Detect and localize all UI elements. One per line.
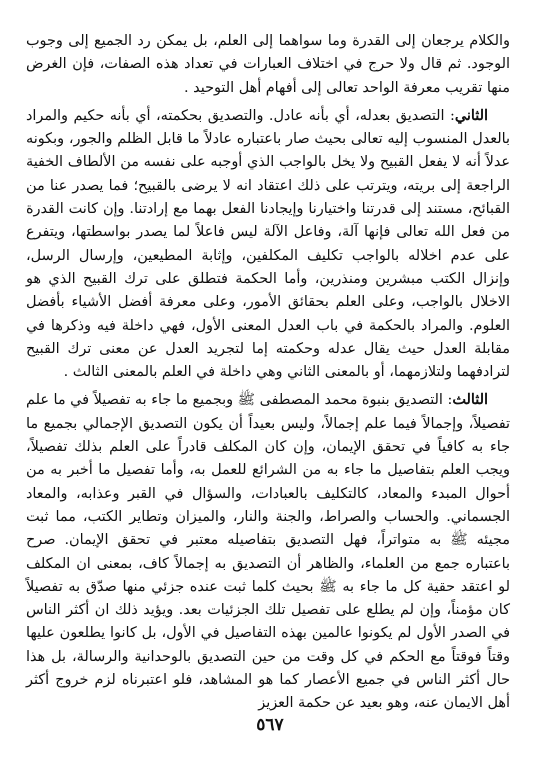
page-number: ٥٦٧: [256, 715, 284, 735]
paragraph-heading: الثاني: [454, 106, 488, 124]
paragraph-second: [26, 104, 510, 385]
paragraph-text: : التصديق بعدله، أي بأنه عادل. والتصديق بحكمته، أي بأنه حكيم والمراد بالعدل المنسوب إليه تعالى بحيث صار باعتباره عادلاً ما قابل الظلم والجور، وبكونه عدلاً أنه لا يفعل القبيح ولا يخل بالواجب الذي أوجبه على نفسه من الألطاف الخفية الراجعة إلى بريته، ويترتب على ذلك اعتقاد انه لا يرضى بالقبيح؛ فما يصدر عنا من القبائح، مستند إلى قدرتنا واختيارنا وإيجادنا الفعل بهما مع إرادتنا. وإن كانت القدرة من فعل الله تعالى فإنها آلة، وفاعل الآلة ليس فاعلاً لما يصدر بواسطتها، ويتفرع على عدم اخلاله بالواجب تكليف المكلفين، وإثابة المطيعين، وإرسال الرسل، وإنزال الكتب مبشرين ومنذرين، وأما الحكمة فتطلق على ترك القبيح الذي هو الاخلال بالواجب، وعلى العلم بحقائق الأمور، وعلى معرفة أفضل الأشياء بأفضل العلوم. والمراد بالحكمة في باب العدل المعنى الأول، فهي داخلة فيه وذكرها في مقابلة العدل حيث يقال عدله وحكمته إما لتجريد العدل عن معنى ترك القبيح لترادفهما ولتلازمهما، أو بالمعنى الثاني وهي داخلة في العلم بالمعنى الثالث .: [26, 107, 510, 381]
paragraph-text: : التصديق بنبوة محمد المصطفى ﷺ وبجميع ما جاء به تفصيلاً في ما علم تفصيلاً، وإجمالاً فيما علم إجمالاً، وليس بعيداً أن يكون التصديق الإجمالي بجميع ما جاء به كافياً في تحقق الإيمان، وإن كان المكلف قادراً على العلم بذلك تفصيلاً، ويجب العلم بتفاصيل ما جاء به من الشرائع للعمل به، وأما تفصيل ما أخبر به من أحوال المبدء والمعاد، كالتكليف بالعبادات، والسؤال في القبر وعذابه، والمعاد الجسماني. والحساب والصراط، والجنة والنار، والميزان وتطاير الكتب، مما ثبت مجيئه ﷺ به متواتراً، فهل التصديق بتفاصيله معتبر في تحقق الإيمان. صرح باعتباره جمع من العلماء، والظاهر أن التصديق به إجمالاً كاف، بمعنى ان المكلف لو اعتقد حقية كل ما جاء به ﷺ بحيث كلما ثبت عنده جزئي منها صدّق به تفصيلاً كان مؤمناً، وإن لم يطلع على تفصيل تلك الجزئيات بعد. ويؤيد ذلك ان أكثر الناس في الصدر الأول لم يكونوا عالمين بهذه التفاصيل في الأول، بل كانوا يطلعون عليها وقتاً فوقتاً مع الحكم في كل وقت من حين التصديق بالوحدانية والرسالة، بل هذا حال أكثر الناس في جميع الأعصار كما هو المشاهد، فلو اعتبرناه لزم خروج أكثر أهل الايمان عنه، وهو بعيد عن حكمة العزيز: [26, 392, 510, 712]
paragraph-intro: [26, 30, 510, 100]
paragraph-text: والكلام يرجعان إلى القدرة وما سواهما إلى العلم، بل يمكن رد الجميع إلى وجوب الوجود. ثم قال ولا حرج في اختلاف العبارات في تعداد هذه الصفات، فإن الغرض منها تقريب معرفة الواحد تعالى إلى أفهام أهل التوحيد .: [26, 33, 510, 96]
paragraph-third: [26, 388, 510, 715]
paragraph-heading: الثالث: [452, 391, 488, 409]
